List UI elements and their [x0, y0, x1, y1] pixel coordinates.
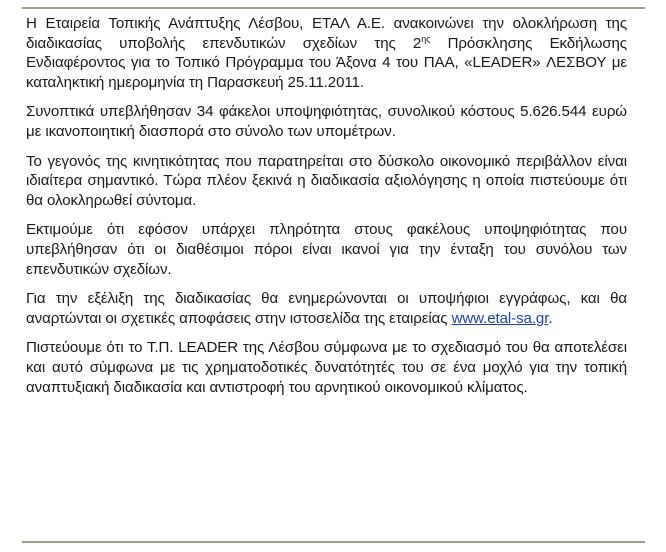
website-link[interactable]: www.etal-sa.gr	[451, 309, 549, 327]
paragraph-estimate: Εκτιμούμε ότι εφόσον υπάρχει πληρότητα στους φακέλους υποψηφιότητας που υπεβλήθησαν ότι οι διαθέσιμοι πόροι είναι ικανοί για την ένταξη του συνόλου των επενδυτικών σχεδίων.	[26, 221, 627, 278]
document-body	[26, 14, 627, 397]
paragraph-conclusion: Πιστεύουμε ότι το Τ.Π. LEADER της Λέσβου σύμφωνα με το σχεδιασμό του θα αποτελέσει και αυτό σύμφωνα με τις χρηματοδοτικές δυνατότητές του σε ένα μοχλό για την τοπική αναπτυξιακή διαδικασία και αντιστροφή του αρνητικού οικονομικού κλίματος.	[26, 339, 627, 396]
bottom-divider	[22, 541, 645, 543]
paragraph-announcement: Η Εταιρεία Τοπικής Ανάπτυξης Λέσβου, ΕΤΑΛ Α.Ε. ανακοινώνει την ολοκλήρωση της διαδικασίας υποβολής επενδυτικών σχεδίων της $2^{\eta\varsigma}$ Πρόσκλησης Εκδήλωσης Ενδιαφέροντος για το Τοπικό Πρόγραμμα του Άξονα 4 του ΠΑΑ, «LEADER» ΛΕΣΒΟΥ με καταληκτική ημερομηνία τη Παρασκευή 25.11.2011.	[26, 15, 627, 91]
paragraph-summary: Συνοπτικά υπεβλήθησαν 34 φάκελοι υποψηφιότητας, συνολικού κόστους 5.626.544 ευρώ με ικανοποιητική διασπορά στο σύνολο των υπομέτρων.	[26, 103, 627, 140]
paragraph-mobility: Το γεγονός της κινητικότητας που παρατηρείται στο δύσκολο οικονομικό περιβάλλον είναι ιδιαίτερα σημαντικό. Τώρα πλέον ξεκινά η διαδικασία αξιολόγησης η οποία πιστεύουμε ότι θα ολοκληρωθεί σύντομα.	[26, 152, 627, 209]
paragraph-updates: Για την εξέλιξη της διαδικασίας θα ενημερώνονται οι υποψήφιοι εγγράφως, και θα αναρτώνται οι σχετικές αποφάσεις στην ιστοσελίδα της εταιρείας www.etal-sa.gr.	[26, 290, 627, 327]
top-divider	[22, 7, 645, 9]
ordinal-superscript: ης	[421, 33, 431, 44]
